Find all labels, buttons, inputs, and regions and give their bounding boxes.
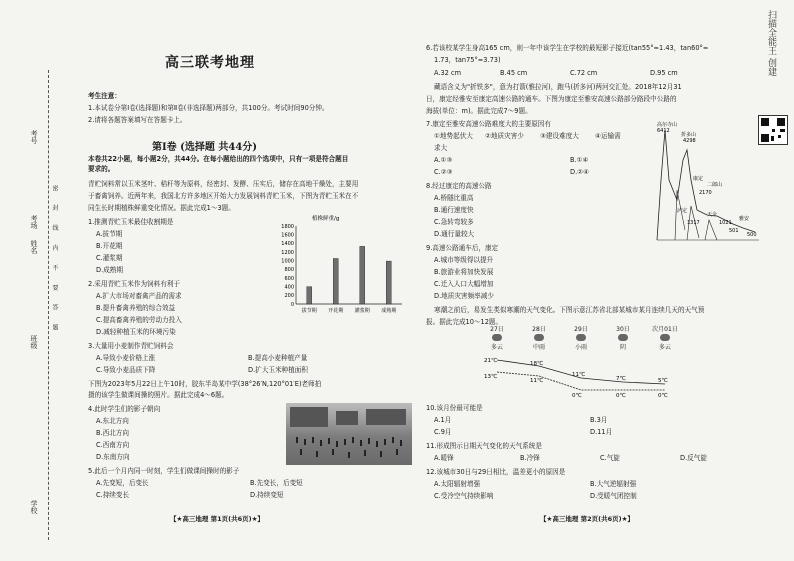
q7-item-2: ②地质灾害少 <box>485 132 524 140</box>
x-tick-label: 灌浆期 <box>354 308 370 314</box>
passage2-line-1: 下图为2023年5月22日上午10时，胶东半岛某中学(38°26′N,120°01′E)老师拍 <box>88 380 322 388</box>
map-label-501: 501 <box>729 228 739 234</box>
part1-intro-1: 本卷共22小题，每小题2分，共44分。在每小题给出的四个选项中，只有一项是符合题目 <box>88 155 349 163</box>
weather-date: 27日 <box>490 326 504 333</box>
q8-option-d[interactable]: D.通行量较大 <box>434 230 475 238</box>
low-temp-label: 0℃ <box>616 393 626 398</box>
map-label-6412: 6412 <box>657 128 670 134</box>
q3-option-b[interactable]: B.提高小麦种植产量 <box>248 354 308 362</box>
y-tick-label: 0 <box>290 301 294 308</box>
q4-stem: 4.此时学生们的影子朝向 <box>88 405 161 413</box>
bar <box>333 259 338 305</box>
y-tick-label: 1800 <box>281 223 294 230</box>
q1-option-b[interactable]: B.开花期 <box>96 242 123 250</box>
scanner-watermark: 扫描全能王 创建 <box>766 10 776 76</box>
low-temp-label: 11℃ <box>530 378 544 384</box>
q8-option-c[interactable]: C.急转弯较多 <box>434 218 474 226</box>
weather-cond: 阴 <box>619 344 626 351</box>
q2-stem: 2.采用青贮玉米作为饲料有利于 <box>88 280 181 288</box>
weather-day-5 <box>646 326 684 351</box>
weather-day-4 <box>604 326 642 351</box>
q1-option-d[interactable]: D.成熟期 <box>96 266 123 274</box>
bar <box>360 246 365 304</box>
passage3-line-2: 日，康定经雅安至康定高速公路的通车。下图为康定至雅安高速公路部分路段中公路的 <box>426 95 677 103</box>
q9-option-b[interactable]: B.旅游业将加快发展 <box>434 268 494 276</box>
label-kaohao: 考号 <box>30 130 38 144</box>
weather-cond: 小雨 <box>574 344 587 351</box>
seal-dashed-line <box>48 70 49 540</box>
passage3-line-1: 藏语含义为"折铁多"，意为打箭(雅拉河)，跑马(折多河)两河交汇处。2018年12月31 <box>434 83 682 91</box>
low-temp-label: 13℃ <box>484 374 498 380</box>
weather-cond: 多云 <box>658 344 671 351</box>
cloudy-icon <box>492 334 502 341</box>
seal-line-text: 密 封 线 内 不 要 答 题 <box>51 185 58 337</box>
high-temp-label: 5℃ <box>658 378 668 384</box>
q10-stem: 10.该月份最可能是 <box>426 404 483 412</box>
map-label-tianquan: 天全 <box>707 212 718 218</box>
q1-option-a[interactable]: A.拔节期 <box>96 230 123 238</box>
q12-stem: 12.该城市30日与29日相比，温差更小的原因是 <box>426 468 566 476</box>
high-temp-label: 11℃ <box>572 372 586 378</box>
map-label-500: 500 <box>747 232 757 238</box>
low-temp-label: 0℃ <box>658 393 668 398</box>
q6-option-c[interactable]: C.72 cm <box>570 69 598 77</box>
q5-option-c[interactable]: C.持续变长 <box>96 491 130 499</box>
q1-option-c[interactable]: C.灌浆期 <box>96 254 123 262</box>
map-label-1317: 1317 <box>687 220 700 226</box>
q4-option-d[interactable]: D.东南方向 <box>96 453 130 461</box>
q8-option-b[interactable]: B.通行速度快 <box>434 206 474 214</box>
highway-elevation-map <box>647 120 765 242</box>
notice-head: 考生注意： <box>88 92 121 100</box>
bar <box>307 287 312 304</box>
y-tick-label: 1600 <box>281 232 294 239</box>
passage4-line-1: 寒潮之前后，易发生类似寒潮的天气变化。下图示意江苏省北部某城市某月连续几天的天气预 <box>434 306 705 314</box>
footer-left: 【★高三地理 第1页(共6页)★】 <box>170 515 264 523</box>
passage1-line-1: 青贮饲料常以玉米茎叶、秸秆等为原料，经密封、发酵、压实后，储存在高地干燥处，主要用 <box>88 180 359 188</box>
passage4-line-2: 报。据此完成10～12题。 <box>426 318 503 326</box>
q4-option-a[interactable]: A.东北方向 <box>96 417 129 425</box>
q5-option-d[interactable]: D.持续变短 <box>250 491 284 499</box>
q6-option-d[interactable]: D.95 cm <box>650 69 678 77</box>
q5-stem: 5.此后一个月内同一时刻，学生们做课间操时的影子 <box>88 467 240 475</box>
x-tick-label: 拔节期 <box>301 308 317 314</box>
q10-option-d[interactable]: D.11月 <box>590 428 613 436</box>
map-label-gaoersi: 高尔寺山 <box>657 122 678 128</box>
q6-stem-1: 6.若该校某学生身高165 cm，则一年中该学生在学校的最短影子接近(tan55°≈1.43，tan60°≈ <box>426 44 709 52</box>
q7-option-b[interactable]: B.①④ <box>570 156 589 164</box>
map-label-zheduo: 折多山 <box>681 132 697 138</box>
weather-date: 28日 <box>532 326 546 333</box>
part1-title: 第Ⅰ卷 (选择题 共44分) <box>152 142 258 153</box>
q2-option-b[interactable]: B.提升畜禽养殖的综合效益 <box>96 304 176 312</box>
q12-option-c[interactable]: C.受冷空气持续影响 <box>434 492 494 500</box>
q7-stem: 7.康定至雅安高速公路难度大的主要原因有 <box>426 120 551 128</box>
footer-right: 【★高三地理 第2页(共6页)★】 <box>540 515 634 523</box>
q6-stem-2: 1.73，tan75°≈3.73) <box>434 56 501 64</box>
high-temp-label: 7℃ <box>616 376 626 382</box>
low-temp-label: 0℃ <box>572 393 582 398</box>
temperature-lines <box>478 356 692 398</box>
notice-line-1: 1.本试卷分第Ⅰ卷(选择题)和第Ⅱ卷(非选择题)两部分，共100分。考试时间90分钟。 <box>88 104 329 112</box>
weather-date: 次月01日 <box>652 326 678 333</box>
passage3-line-3: 海拔(单位：m)。据此完成7～9题。 <box>426 107 532 115</box>
bar-chart <box>268 212 408 320</box>
weather-day-1 <box>478 326 516 351</box>
map-label-yaan: 雅安 <box>739 216 750 222</box>
q3-stem: 3.大量用小麦制作青贮饲料会 <box>88 342 174 350</box>
q2-option-a[interactable]: A.扩大市场对畜禽产品的需求 <box>96 292 182 300</box>
weather-cond: 中雨 <box>532 344 545 351</box>
q3-option-c[interactable]: C.导致小麦品质下降 <box>96 366 156 374</box>
passage2-line-2: 摄的该学生做课间操的照片。据此完成4～6题。 <box>88 391 229 399</box>
map-label-2170: 2170 <box>699 190 712 196</box>
weather-day-3 <box>562 326 600 351</box>
q12-option-d[interactable]: D.受暖气团控制 <box>590 492 637 500</box>
map-label-1021: 1021 <box>719 220 732 226</box>
chart-ylabel: 植株鲜重/g <box>312 216 340 222</box>
q9-option-a[interactable]: A.城市等级得以提升 <box>434 256 494 264</box>
q6-option-a[interactable]: A.32 cm <box>434 69 462 77</box>
q11-option-c[interactable]: C.气旋 <box>600 454 620 462</box>
q2-option-c[interactable]: C.提高畜禽养殖的劳动力投入 <box>96 316 182 324</box>
y-tick-label: 400 <box>284 284 294 291</box>
label-xingming: 姓名 <box>30 240 38 254</box>
q6-option-b[interactable]: B.45 cm <box>500 69 528 77</box>
q12-option-a[interactable]: A.太阳辐射增强 <box>434 480 481 488</box>
label-kaochang: 考场 <box>30 215 38 229</box>
q11-option-b[interactable]: B.冷锋 <box>520 454 540 462</box>
q7-item-1: ①地势起伏大 <box>434 132 473 140</box>
q9-stem: 9.高速公路通车后，康定 <box>426 244 499 252</box>
q7-item-4: ④运输需 <box>595 132 621 140</box>
y-tick-label: 800 <box>284 267 294 274</box>
q5-option-a[interactable]: A.先变短，后变长 <box>96 479 149 487</box>
qr-code <box>758 115 788 145</box>
binding-sidebar <box>0 0 58 561</box>
q10-option-a[interactable]: A.1月 <box>434 416 452 424</box>
q4-option-c[interactable]: C.西南方向 <box>96 441 130 449</box>
notice-line-2: 2.请将各题答案填写在答题卡上。 <box>88 116 187 124</box>
x-tick-label: 成熟期 <box>381 308 397 314</box>
y-tick-label: 1000 <box>281 258 294 265</box>
high-temp-label: 18℃ <box>530 361 544 367</box>
q11-stem: 11.形成图示日期天气变化的天气系统是 <box>426 442 542 450</box>
q2-option-d[interactable]: D.减轻种植玉米的环境污染 <box>96 328 176 336</box>
q9-option-d[interactable]: D.地质灾害频率减少 <box>434 292 494 300</box>
q9-option-c[interactable]: C.迁入人口大幅增加 <box>434 280 494 288</box>
school-exercise-photo <box>286 403 412 465</box>
q7-item-3: ③建设难度大 <box>540 132 579 140</box>
map-label-kangding: 康定 <box>693 176 704 182</box>
x-tick-label: 开花期 <box>328 308 344 314</box>
weather-date: 30日 <box>616 326 630 333</box>
weather-cond: 多云 <box>490 344 503 351</box>
q10-option-c[interactable]: C.9月 <box>434 428 452 436</box>
rain-icon <box>534 334 544 341</box>
weather-forecast <box>478 326 692 398</box>
q3-option-d[interactable]: D.扩大玉米种植面积 <box>248 366 308 374</box>
high-temp-label: 21℃ <box>484 358 498 364</box>
q8-stem: 8.经过康定的高速公路 <box>426 182 492 190</box>
y-tick-label: 1200 <box>281 249 294 256</box>
y-tick-label: 200 <box>284 293 294 300</box>
label-banji: 班级 <box>30 335 38 349</box>
q10-option-b[interactable]: B.3月 <box>590 416 608 424</box>
q5-option-b[interactable]: B.先变长，后变短 <box>250 479 303 487</box>
q11-option-d[interactable]: D.反气旋 <box>680 454 707 462</box>
exam-title: 高三联考地理 <box>165 55 255 71</box>
passage1-line-3: 同生长时期植株鲜重变化情况。据此完成1～3题。 <box>88 204 235 212</box>
overcast-icon <box>618 334 628 341</box>
y-tick-label: 1400 <box>281 241 294 248</box>
label-xuexiao: 学校 <box>30 500 38 514</box>
q7-option-d[interactable]: D.②④ <box>570 168 589 176</box>
bar <box>386 261 391 304</box>
q3-option-a[interactable]: A.导致小麦价格上涨 <box>96 354 156 362</box>
weather-day-2 <box>520 326 558 351</box>
passage1-line-2: 于畜禽饲养。近两年来，我国北方许多地区开始大力发展饲料青贮玉米，下图为青贮玉米在不 <box>88 192 359 200</box>
light-rain-icon <box>576 334 586 341</box>
map-label-erlang: 二郎山 <box>707 182 723 188</box>
q1-stem: 1.推测青贮玉米最佳收割期是 <box>88 218 174 226</box>
q12-option-b[interactable]: B.大气逆辐射强 <box>590 480 637 488</box>
cloudy-icon <box>660 334 670 341</box>
q7-option-c[interactable]: C.②③ <box>434 168 453 176</box>
part1-intro-2: 要求的。 <box>88 165 115 173</box>
map-label-4298: 4298 <box>683 138 696 144</box>
map-label-luding: 泸定 <box>677 208 688 214</box>
weather-date: 29日 <box>574 326 588 333</box>
q11-option-a[interactable]: A.暖锋 <box>434 454 454 462</box>
q8-option-a[interactable]: A.桥隧比重高 <box>434 194 474 202</box>
q7-item-4-cont: 求大 <box>434 144 448 152</box>
q7-option-a[interactable]: A.①③ <box>434 156 453 164</box>
y-tick-label: 600 <box>284 275 294 282</box>
q4-option-b[interactable]: B.西北方向 <box>96 429 129 437</box>
